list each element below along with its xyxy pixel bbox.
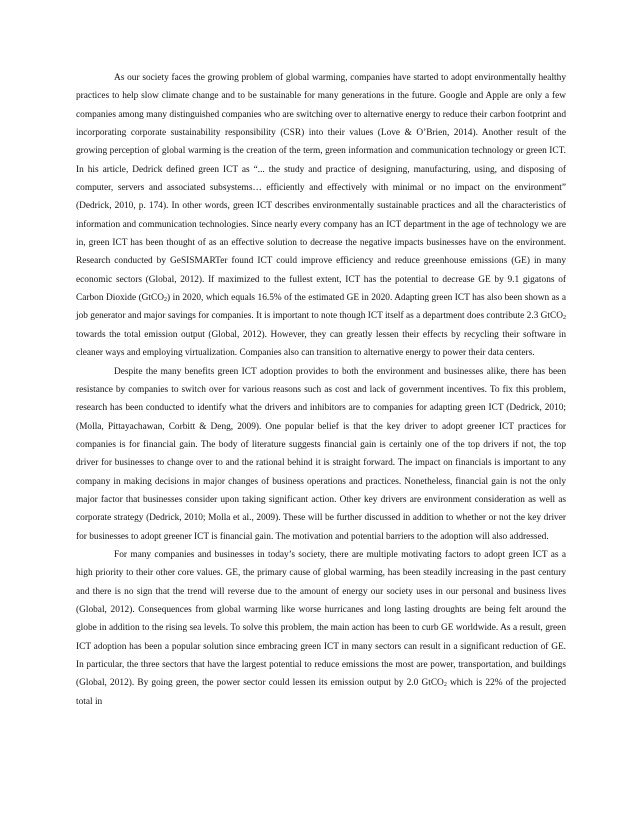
- text-segment: Despite the many benefits green ICT adoption provides to both the environment and businesses alike, there has been resistance by companies to switch over for various reasons such as cost and lack of government incentives. To fix this problem, research has been conducted to identify what the drivers and inhibitors are to companies for adapting green ICT (Dedrick, 2010; (Molla, Pittayachawan, Corbitt & Deng, 2009). One popular belief is that the key driver to adopt greener ICT practices for companies is for financial gain. The body of literature suggests financial gain is certainly one of the top drivers if not, the top driver for businesses to change over to and the rational behind it is straight forward. The impact on financials is important to any company in making decisions in major changes of business operations and practices. Nonetheless, financial gain is not the only major factor that businesses consider upon taking significant action. Other key drivers are environment consideration as well as corporate strategy (Dedrick, 2010; Molla et al., 2009). These will be further discussed in addition to whether or not the key driver for businesses to adopt greener ICT is financial gain. The motivation and potential barriers to the adoption will also addressed.: [76, 366, 566, 542]
- text-segment: which is 22% of the projected total in: [76, 678, 566, 707]
- text-segment: ) in 2020, which equals 16.5% of the estimated GE in 2020. Adapting green ICT has also been shown as a job generator and major savings for companies. It is important to note though ICT itself as a department does contribute 2.3 GtCO: [76, 293, 567, 322]
- paragraph-green-ict-intro: [76, 69, 566, 363]
- text-segment: towards the total emission output (Global, 2012). However, they can greatly lessen their effects by recycling their software in cleaner ways and employing virtualization. Companies also can transition to alternative energy to power their data centers.: [76, 329, 566, 359]
- paragraph-drivers-inhibitors: [76, 363, 566, 546]
- text-segment: For many companies and businesses in today’s society, there are multiple motivating factors to adopt green ICT as a high priority to their other core values. GE, the primary cause of global warming, has been steadily increasing in the past century and there is no sign that the trend will reverse due to the amount of energy our society uses in our personal and business lives (Global, 2012). Consequences from global warming like worse hurricanes and long lasting droughts are being felt around the globe in addition to the rising sea levels. To solve this problem, the main action has been to curb GE worldwide. As a result, green ICT adoption has been a popular solution since embracing green ICT in many sectors can result in a significant reduction of GE. In particular, the three sectors that have the largest potential to reduce emissions the most are power, transportation, and buildings (Global, 2012). By going green, the power sector could lessen its emission output by 2.0 GtCO: [76, 549, 566, 689]
- paragraph-motivating-factors: [76, 546, 566, 711]
- subscript-2: 2: [443, 682, 447, 689]
- subscript-2: 2: [164, 297, 168, 304]
- subscript-2: 2: [563, 315, 566, 322]
- document-page: [76, 69, 566, 711]
- text-segment: As our society faces the growing problem of global warming, companies have started to adopt environmentally healthy practices to help slow climate change and to be sustainable for many generations in the future. Google and Apple are only a few companies among many distinguished companies who are switching over to alternative energy to reduce their carbon footprint and incorporating corporate sustainability responsibility (CSR) into their values (Love & O’Brien, 2014). Another result of the growing perception of global warming is the creation of the term, green information and communication technology or green ICT. In his article, Dedrick defined green ICT as “... the study and practice of designing, manufacturing, using, and disposing of computer, servers and associated subsystems… efficiently and effectively with minimal or no impact on the environment” (Dedrick, 2010, p. 174). In other words, green ICT describes environmentally sustainable practices and all the characteristics of information and communication technologies. Since nearly every company has an ICT department in the age of technology we are in, green ICT has been thought of as an effective solution to decrease the negative impacts businesses have on the environment. Research conducted by GeSISMARTer found ICT could improve efficiency and reduce greenhouse emissions (GE) in many economic sectors (Global, 2012). If maximized to the fullest extent, ICT has the potential to decrease GE by 9.1 gigatons of Carbon Dioxide (GtCO: [76, 73, 566, 304]
